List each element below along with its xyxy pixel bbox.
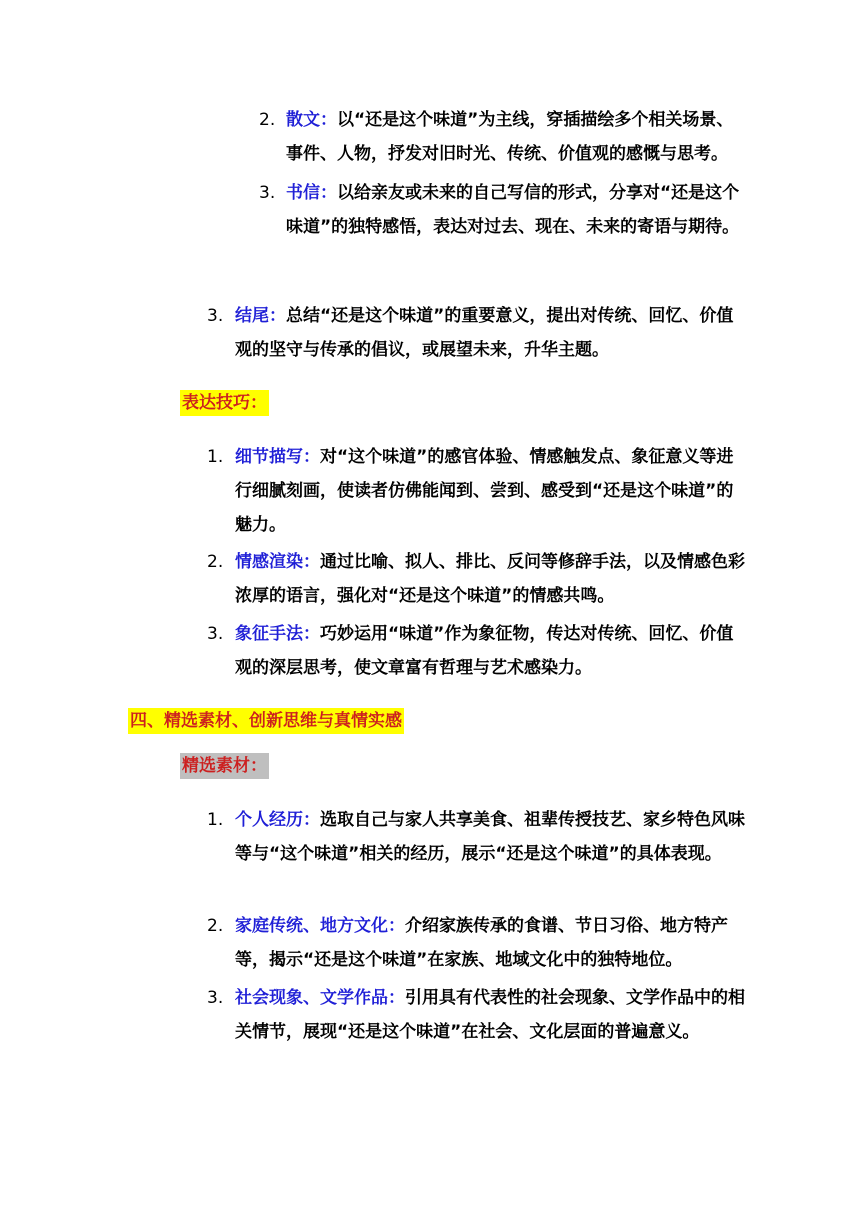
- list-item-detail: [207, 440, 747, 542]
- list-keyword: 个人经历：: [235, 810, 320, 830]
- list-item-prose: [260, 103, 750, 171]
- list-keyword: 家庭传统、地方文化：: [235, 916, 405, 936]
- materials-heading: 精选素材：: [180, 753, 269, 779]
- list-body: 介绍家族传承的食谱、节日习俗、地方特产等，揭示“还是这个味道”在家族、地域文化中的独特地位。: [235, 916, 728, 970]
- list-keyword: 情感渲染：: [235, 552, 320, 572]
- list-text: [235, 981, 747, 1049]
- list-number: 1.: [207, 810, 224, 830]
- list-number: 2.: [207, 552, 224, 572]
- list-keyword: 书信：: [286, 183, 337, 203]
- list-number: 3.: [207, 306, 224, 326]
- list-item-family: [207, 909, 747, 977]
- list-item-society: [207, 981, 747, 1049]
- list-item-letter: [260, 176, 750, 244]
- list-text: [235, 440, 747, 542]
- list-number: 3.: [207, 624, 224, 644]
- list-body: 总结“还是这个味道”的重要意义，提出对传统、回忆、价值观的坚守与传承的倡议，或展望未来，升华主题。: [235, 306, 734, 360]
- list-keyword: 细节描写：: [235, 447, 320, 467]
- list-body: 通过比喻、拟人、排比、反问等修辞手法，以及情感色彩浓厚的语言，强化对“还是这个味道”的情感共鸣。: [235, 552, 745, 606]
- list-keyword: 象征手法：: [235, 624, 320, 644]
- list-body: 以给亲友或未来的自己写信的形式，分享对“还是这个味道”的独特感悟，表达对过去、现在、未来的寄语与期待。: [286, 183, 740, 237]
- list-number: 1.: [207, 447, 224, 467]
- list-number: 3.: [207, 988, 224, 1008]
- list-keyword: 散文：: [286, 110, 337, 130]
- list-keyword: 社会现象、文学作品：: [235, 988, 405, 1008]
- list-keyword: 结尾：: [235, 306, 286, 326]
- list-body: 引用具有代表性的社会现象、文学作品中的相关情节，展现“还是这个味道”在社会、文化层面的普遍意义。: [235, 988, 745, 1042]
- list-text: [235, 909, 747, 977]
- list-body: 以“还是这个味道”为主线，穿插描绘多个相关场景、事件、人物，抒发对旧时光、传统、价值观的感慨与思考。: [286, 110, 734, 164]
- list-item-personal: [207, 803, 747, 871]
- list-text: [286, 103, 750, 171]
- list-item-emotion: [207, 545, 747, 613]
- list-text: [235, 545, 747, 613]
- list-item-ending: [207, 299, 747, 367]
- list-body: 巧妙运用“味道”作为象征物，传达对传统、回忆、价值观的深层思考，使文章富有哲理与艺术感染力。: [235, 624, 734, 678]
- list-number: 2.: [207, 916, 224, 936]
- list-body: 对“这个味道”的感官体验、情感触发点、象征意义等进行细腻刻画，使读者仿佛能闻到、尝到、感受到“还是这个味道”的魅力。: [235, 447, 734, 535]
- list-text: [235, 299, 747, 367]
- list-text: [235, 803, 747, 871]
- list-text: [286, 176, 750, 244]
- list-number: 2.: [259, 110, 276, 130]
- list-text: [235, 617, 747, 685]
- techniques-heading: 表达技巧：: [180, 390, 269, 416]
- list-body: 选取自己与家人共享美食、祖辈传授技艺、家乡特色风味等与“这个味道”相关的经历，展示“还是这个味道”的具体表现。: [235, 810, 745, 864]
- list-item-symbolism: [207, 617, 747, 685]
- list-number: 3.: [259, 183, 276, 203]
- section-heading: 四、精选素材、创新思维与真情实感: [128, 708, 404, 734]
